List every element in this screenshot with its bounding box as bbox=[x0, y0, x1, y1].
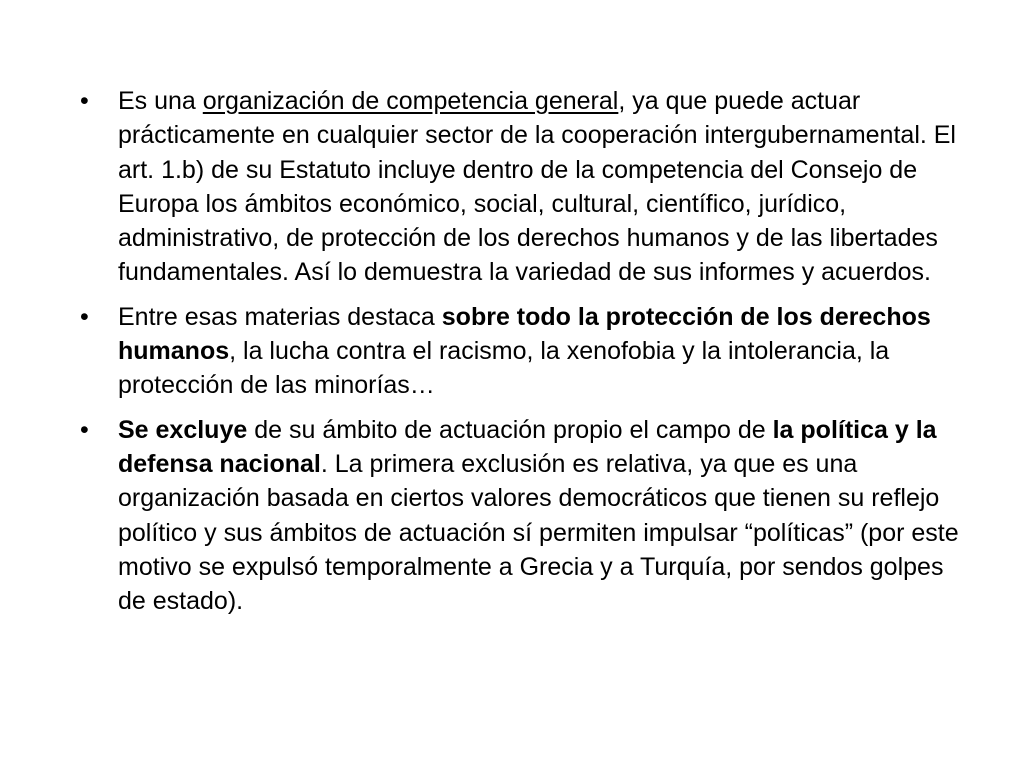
text-segment: Es una bbox=[118, 87, 203, 115]
text-segment: de su ámbito de actuación propio el campo de bbox=[247, 415, 773, 444]
text-segment: Entre esas materias destaca bbox=[118, 302, 442, 331]
text-segment: , ya que puede actuar prácticamente en cualquier sector de la cooperación intergubernamental. El art. 1.b) de su Estatuto incluye dentro de la competencia del Consejo de Europa los ámbitos económico, social, cultural, científico, jurídico, administrativo, de protección de los derechos humanos y de las libertades fundamentales. Así lo demuestra la variedad de sus informes y acuerdos. bbox=[118, 87, 956, 287]
bold-phrase: Se excluye bbox=[118, 415, 248, 444]
bullet-icon: • bbox=[80, 302, 89, 331]
bullet-item-competence bbox=[78, 84, 978, 290]
bullet-text bbox=[118, 87, 956, 286]
bullet-icon: • bbox=[80, 87, 89, 115]
bullet-text bbox=[118, 303, 931, 400]
bullet-text bbox=[118, 416, 959, 615]
bullet-item-exclusion bbox=[78, 413, 978, 619]
bold-phrase: la política y la defensa nacional bbox=[118, 415, 937, 478]
bullet-list bbox=[78, 84, 978, 628]
text-segment: . La primera exclusión es relativa, ya que es una organización basada en ciertos valores democráticos que tienen su reflejo político y sus ámbitos de actuación sí permiten impulsar “políticas” (por este motivo se expulsó temporalmente a Grecia y a Turquía, por sendos golpes de estado). bbox=[118, 449, 959, 616]
text-segment: , la lucha contra el racismo, la xenofobia y la intolerancia, la protección de las minorías… bbox=[118, 337, 890, 400]
bullet-item-human-rights bbox=[78, 300, 978, 403]
underlined-phrase: organización de competencia general bbox=[202, 87, 619, 115]
bold-phrase: sobre todo la protección de los derechos humanos bbox=[118, 302, 931, 366]
bullet-icon: • bbox=[80, 415, 89, 444]
